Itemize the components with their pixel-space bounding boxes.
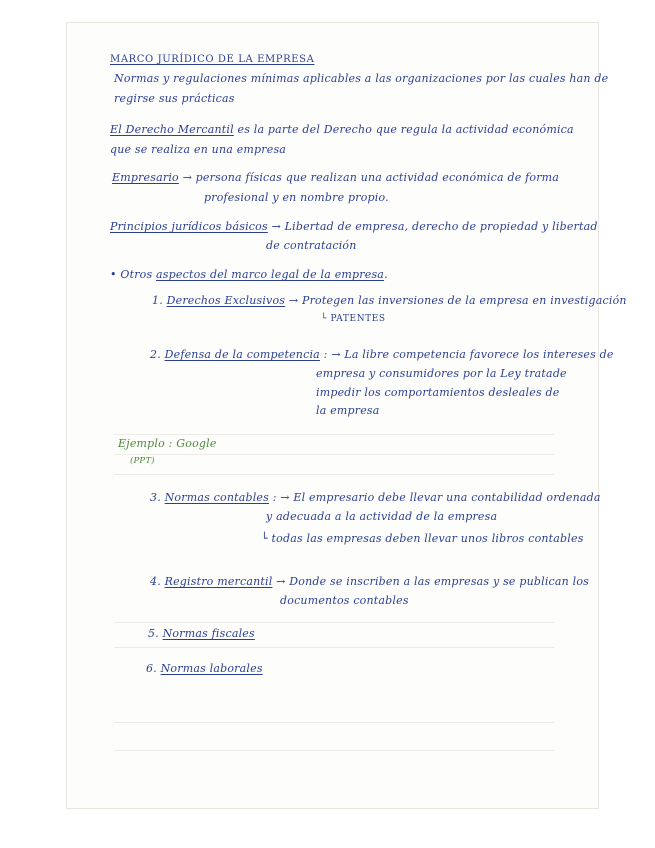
item-3-line-1: [150, 491, 601, 504]
item-4-number: 4.: [150, 575, 165, 588]
item-1-definition: → Protegen las inversiones de la empresa en investigación: [285, 294, 627, 307]
item-6-number: 6.: [146, 662, 161, 675]
item-5-number: 5.: [148, 627, 163, 640]
item-4-term: Registro mercantil: [164, 575, 273, 588]
item-3-definition: : → El empresario debe llevar una contabilidad ordenada: [269, 491, 601, 504]
bleed-through-line: [114, 474, 554, 475]
otros-term: aspectos del marco legal de la empresa: [156, 268, 385, 281]
bleed-through-line: [114, 454, 554, 455]
empresario-definition: → persona físicas que realizan una actividad económica de forma: [178, 171, 560, 184]
derecho-mercantil-line-2: que se realiza en una empresa: [110, 143, 287, 156]
item-2-line-1: [150, 348, 614, 361]
otros-prefix: • Otros: [110, 268, 157, 281]
item-5: [148, 627, 255, 640]
item-2-line-3: impedir los comportamientos desleales de: [316, 386, 560, 399]
item-4-line-1: [150, 575, 589, 588]
intro-line-1: Normas y regulaciones mínimas aplicables a las organizaciones por las cuales han de: [114, 72, 609, 85]
bleed-through-line: [114, 622, 554, 623]
derecho-mercantil-definition: es la parte del Derecho que regula la actividad económica: [233, 123, 574, 136]
empresario-line-2: profesional y en nombre propio.: [204, 191, 389, 204]
otros-aspectos-heading: [110, 268, 388, 281]
item-3-term: Normas contables: [164, 491, 269, 504]
empresario-term: Empresario: [112, 171, 179, 184]
ejemplo-note: (PPT): [130, 456, 155, 466]
bleed-through-line: [114, 722, 554, 723]
item-4-line-2: documentos contables: [280, 594, 409, 607]
intro-line-2: regirse sus prácticas: [114, 92, 235, 105]
notebook-page: [66, 22, 627, 809]
derecho-mercantil-term: El Derecho Mercantil: [110, 123, 234, 136]
item-6: [146, 662, 263, 675]
empresario-line-1: [112, 171, 559, 184]
item-3-line-3: └ todas las empresas deben llevar unos libros contables: [261, 532, 584, 545]
item-2-line-4: la empresa: [316, 404, 380, 417]
principios-line-1: [110, 220, 598, 233]
item-3-number: 3.: [150, 491, 165, 504]
item-1-patentes: └ PATENTES: [321, 314, 386, 324]
principios-definition: → Libertad de empresa, derecho de propiedad y libertad: [267, 220, 598, 233]
ejemplo-google: Ejemplo : Google: [118, 437, 217, 450]
item-4-definition: → Donde se inscriben a las empresas y se publican los: [272, 575, 590, 588]
bleed-through-line: [114, 750, 554, 751]
otros-suffix: .: [384, 268, 388, 281]
bleed-through-line: [114, 647, 554, 648]
item-2-number: 2.: [150, 348, 165, 361]
item-2-definition: : → La libre competencia favorece los intereses de: [319, 348, 614, 361]
item-1-line-1: [152, 294, 627, 307]
page-title: MARCO JURÍDICO DE LA EMPRESA: [110, 54, 315, 65]
principios-line-2: de contratación: [266, 239, 357, 252]
item-2-line-2: empresa y consumidores por la Ley tratade: [316, 367, 567, 380]
item-6-term: Normas laborales: [160, 662, 263, 675]
principios-term: Principios jurídicos básicos: [110, 220, 268, 233]
bleed-through-line: [114, 434, 554, 435]
item-5-term: Normas fiscales: [162, 627, 255, 640]
derecho-mercantil-line-1: [110, 123, 574, 136]
item-2-term: Defensa de la competencia: [164, 348, 320, 361]
item-3-line-2: y adecuada a la actividad de la empresa: [266, 510, 498, 523]
item-1-number: 1.: [152, 294, 167, 307]
item-1-term: Derechos Exclusivos: [166, 294, 286, 307]
